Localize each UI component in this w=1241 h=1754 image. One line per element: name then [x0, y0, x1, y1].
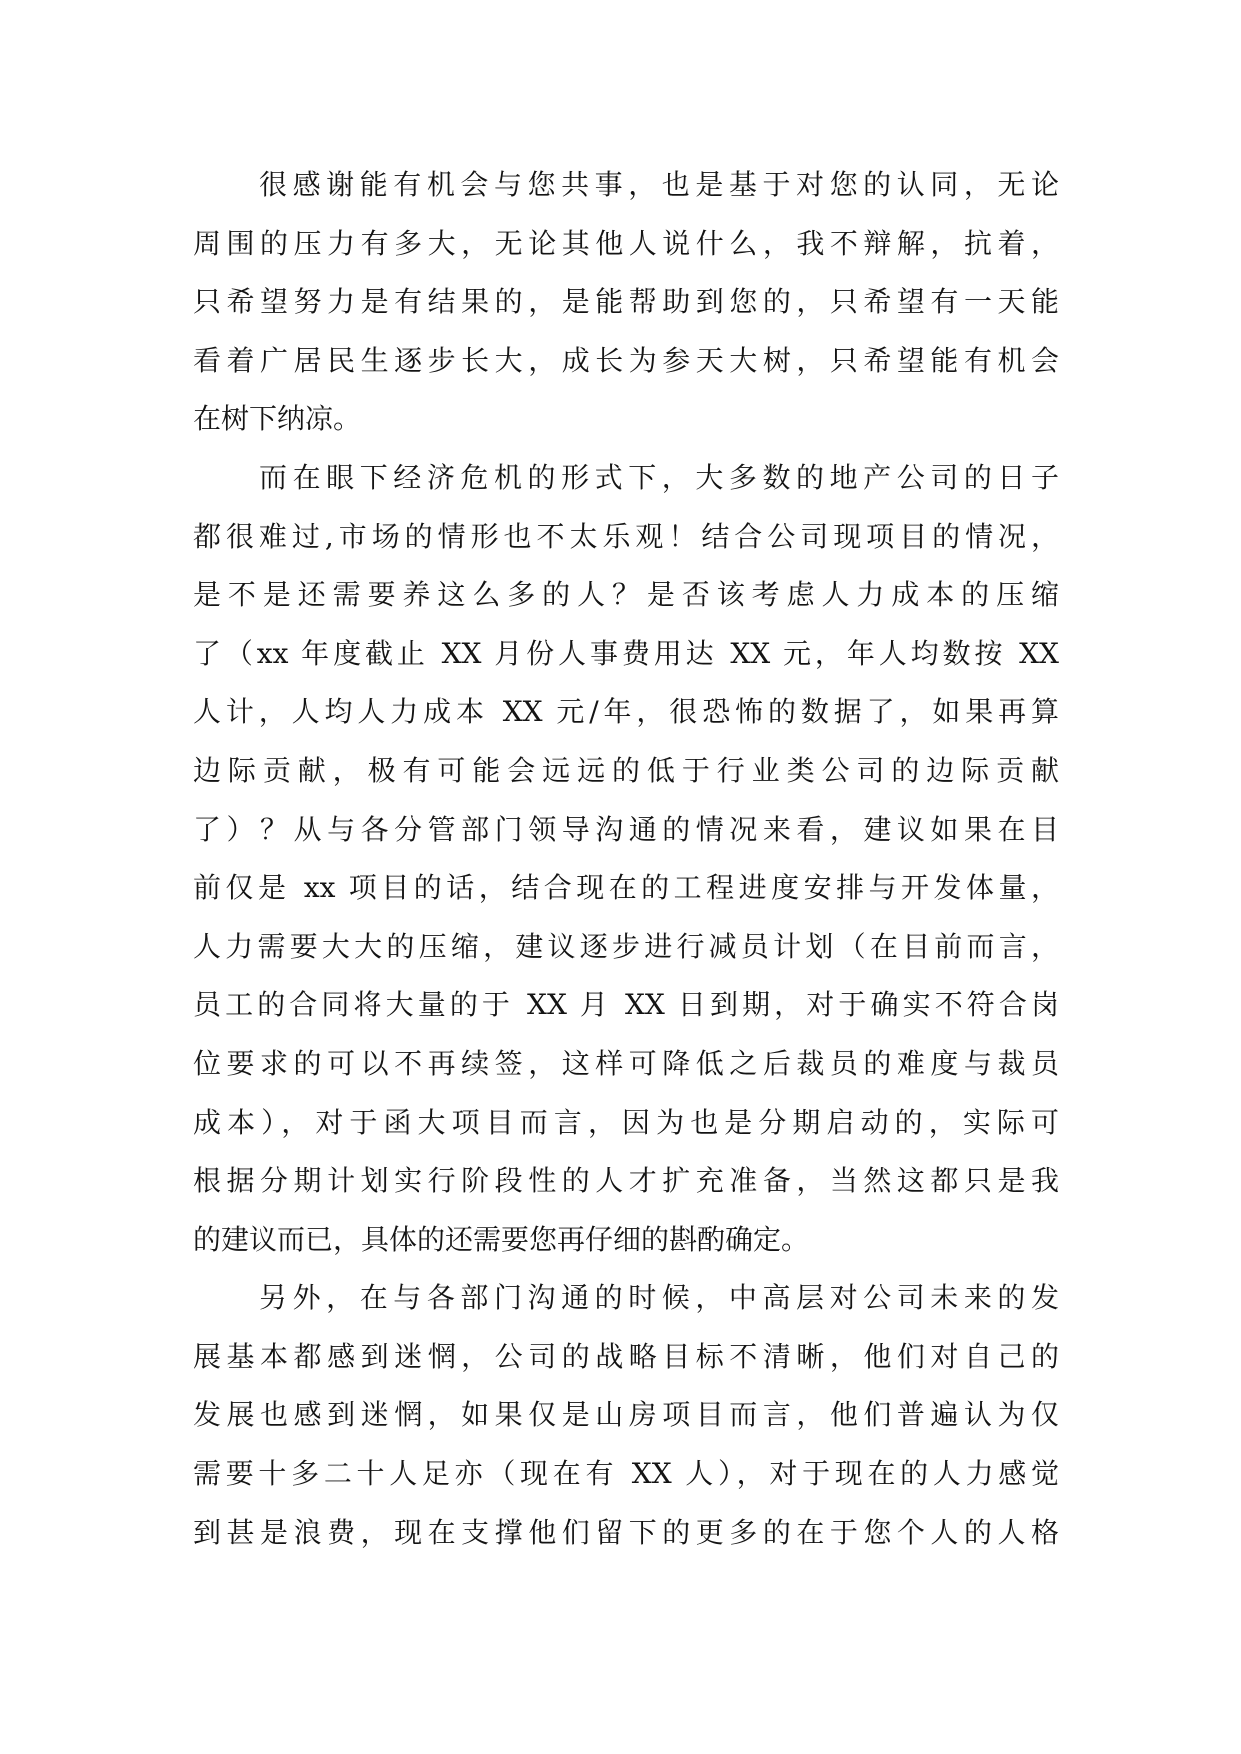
text-line: 而在眼下经济危机的形式下，大多数的地产公司的日子 [259, 460, 1059, 494]
text-line: 周围的压力有多大，无论其他人说什么，我不辩解，抗着， [193, 226, 1059, 260]
paragraph-2 [193, 449, 1059, 1269]
document-body [193, 156, 1059, 1562]
text-line: 员工的合同将大量的于 XX 月 XX 日到期，对于确实不符合岗 [193, 988, 1059, 1022]
text-line: 在树下纳凉。 [193, 402, 362, 436]
text-line: 需要十多二十人足亦（现在有 XX 人），对于现在的人力感觉 [193, 1457, 1059, 1491]
text-line: 了（xx 年度截止 XX 月份人事费用达 XX 元，年人均数按 XX [193, 636, 1059, 670]
text-line: 位要求的可以不再续签，这样可降低之后裁员的难度与裁员 [193, 1046, 1059, 1080]
text-line: 发展也感到迷惘，如果仅是山房项目而言，他们普遍认为仅 [193, 1398, 1059, 1432]
text-line: 另外，在与各部门沟通的时候，中高层对公司未来的发 [259, 1281, 1059, 1315]
text-line: 前仅是 xx 项目的话，结合现在的工程进度安排与开发体量， [193, 871, 1059, 905]
text-line: 很感谢能有机会与您共事，也是基于对您的认同，无论 [259, 168, 1059, 201]
text-line: 成本），对于函大项目而言，因为也是分期启动的，实际可 [193, 1105, 1059, 1139]
text-line: 看着广居民生逐步长大，成长为参天大树，只希望能有机会 [193, 343, 1059, 377]
text-line: 展基本都感到迷惘，公司的战略目标不清晰，他们对自己的 [193, 1339, 1059, 1373]
text-line: 的建议而已，具体的还需要您再仔细的斟酌确定。 [193, 1222, 810, 1256]
paragraph-1 [193, 156, 1059, 449]
text-line: 人计，人均人力成本 XX 元/年，很恐怖的数据了，如果再算 [193, 695, 1059, 729]
text-line: 边际贡献，极有可能会远远的低于行业类公司的边际贡献 [193, 753, 1059, 787]
text-line: 是不是还需要养这么多的人？是否该考虑人力成本的压缩 [193, 578, 1059, 612]
paragraph-3 [193, 1269, 1059, 1562]
text-line: 到甚是浪费，现在支撑他们留下的更多的在于您个人的人格 [193, 1515, 1059, 1549]
text-line: 都很难过,市场的情形也不太乐观！结合公司现项目的情况， [193, 519, 1059, 553]
text-line: 根据分期计划实行阶段性的人才扩充准备，当然这都只是我 [193, 1164, 1059, 1198]
text-line: 只希望努力是有结果的，是能帮助到您的，只希望有一天能 [193, 285, 1059, 319]
text-line: 人力需要大大的压缩，建议逐步进行减员计划（在目前而言， [193, 929, 1059, 963]
text-line: 了）？从与各分管部门领导沟通的情况来看，建议如果在目 [193, 812, 1059, 846]
